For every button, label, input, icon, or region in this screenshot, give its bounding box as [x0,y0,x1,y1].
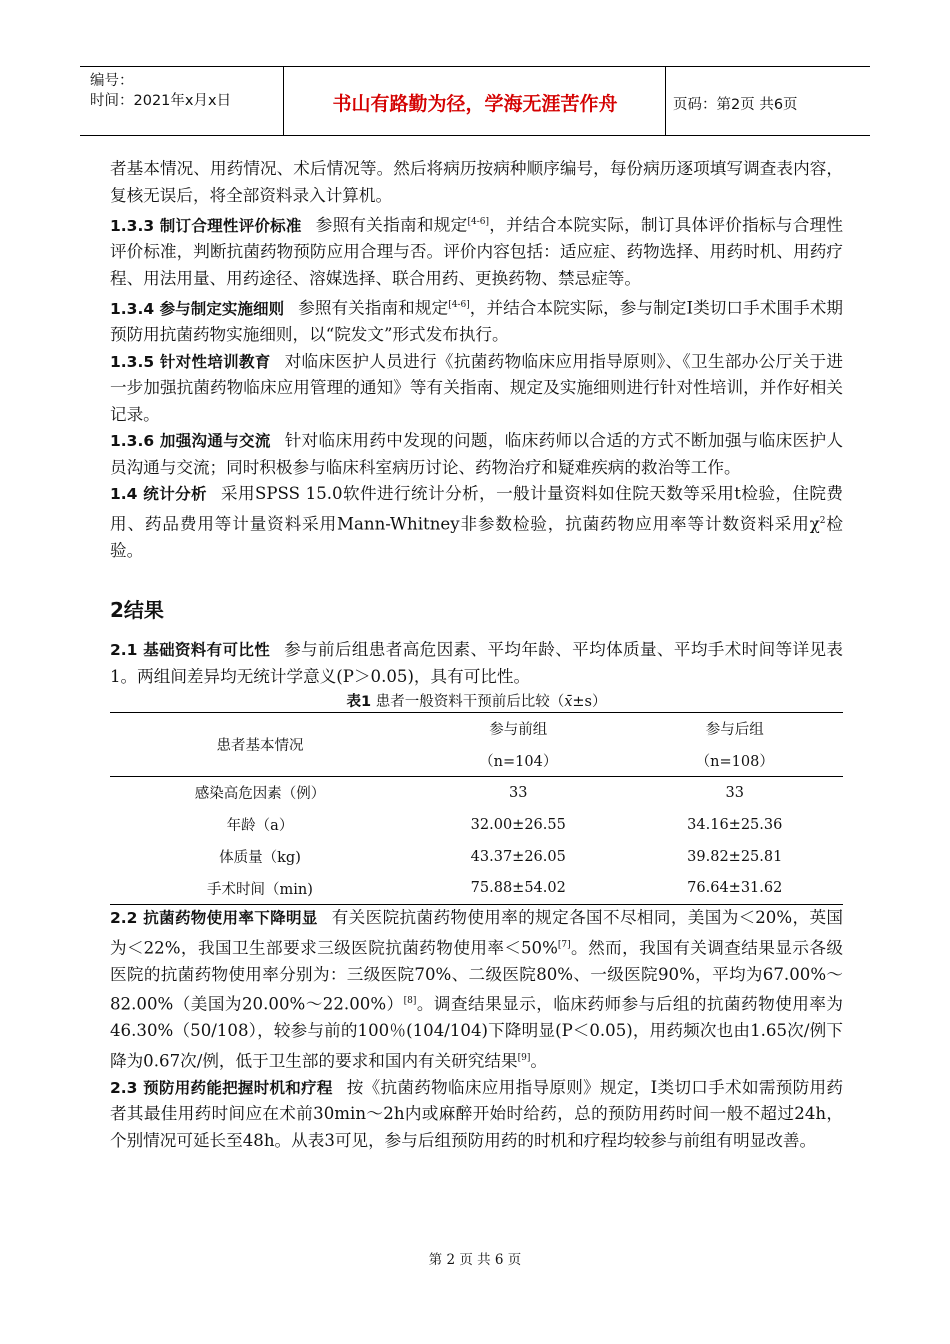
header-motto: 书山有路勤为径，学海无涯苦作舟 [332,93,618,115]
section-1-3-5: 1.3.5 针对性培训教育 对临床医护人员进行《抗菌药物临床应用指导原则》、《卫生部办公厅关于进一步加强抗菌药物临床应用管理的通知》等有关指南、规定及实施细则进行针对性培训，并作好相关记录。 [110,351,843,424]
table-header-left: 患者基本情况 [110,713,410,777]
section-1-3-3: 1.3.3 制订合理性评价标准 参照有关指南和规定[4-6]，并结合本院实际，制订具体评价指标与合理性评价标准，判断抗菌药物预防应用合理与否。评价内容包括：适应症、药物选择、用药时机、用药疗程、用法用量、用药途径、溶媒选择、联合用药、更换药物、禁忌症等。 [110,215,844,288]
header-divider-2 [665,67,666,135]
section-2-title: 2结果 [110,598,164,623]
number-label: 编号： [90,73,134,89]
table-header-after-n: （n=108） [627,745,844,777]
heading-2-3: 2.3 预防用药能把握时机和疗程 [110,1078,333,1097]
section-2-3: 2.3 预防用药能把握时机和疗程 按《抗菌药物临床应用指导原则》规定，Ⅰ类切口手术如需预防用药者其最佳用药时间应在术前30min～2h内或麻醉开始时给药，总的预防用药时间一般不超过24h，个别情况可延长至48h。从表3可见，参与后组预防用药的时机和疗程均较参与前组有明显改善。 [110,1077,843,1150]
document-body [110,156,843,1154]
table-caption: 表1 患者一般资料干预前后比较（x̄±s） [346,694,607,711]
section-1-3-6: 1.3.6 加强沟通与交流 针对临床用药中发现的问题，临床药师以合适的方式不断加强与临床医护人员沟通与交流；同时积极参与临床科室病历讨论、药物治疗和疑难疾病的救治等工作。 [110,431,843,477]
heading-1-3-4: 1.3.4 参与制定实施细则 [110,299,285,318]
citation: [4-6] [448,300,470,311]
page-footer: 第 2 页 共 6 页 [428,1252,522,1268]
table-row: 体质量（kg) 43.37±26.05 39.82±25.81 [219,848,783,867]
citation: [4-6] [467,217,489,227]
heading-1-3-5: 1.3.5 针对性培训教育 [110,352,271,371]
page-header [80,66,870,136]
paragraph-continued: 者基本情况、用药情况、术后情况等。然后将病历按病种顺序编号，每份病历逐项填写调查表内容，复核无误后，将全部资料录入计算机。 [110,159,843,205]
table-row: 感染高危因素（例） 33 33 [194,784,744,803]
header-meta [90,71,231,111]
table-row: 年龄（a） 32.00±26.55 34.16±25.36 [226,816,783,835]
section-1-3-4: 1.3.4 参与制定实施细则 参照有关指南和规定[4-6]，并结合本院实际，参与制定Ⅰ类切口手术围手术期预防用抗菌药物实施细则，以“院发文”形式发布执行。 [110,298,843,345]
section-2-2: 2.2 抗菌药物使用率下降明显 有关医院抗菌药物使用率的规定各国不尽相同，美国为＜20%，英国为＜22%，我国卫生部要求三级医院抗菌药物使用率＜50%[7]。然而，我国有关调查结果显示各级医院的抗菌药物使用率分别为：三级医院70%、二级医院80%、一级医院90%，平均为67.00%～82.00%（美国为20.00%～22.00%）[8]。调查结果显示，临床药师参与后组的抗菌药物使用率为46.30%（50/108），较参与前的100％(104/104)下降明显(P＜0.05)，用药频次也由1.65次/例下降为0.67次/例，低于卫生部的要求和国内有关研究结果[9]。 [110,908,844,1071]
table-header-after: 参与后组 [627,713,844,745]
table-header-before: 参与前组 [410,713,627,745]
section-2-1: 2.1 基础资料有可比性 参与前后组患者高危因素、平均年龄、平均体质量、平均手术时间等详见表1。两组间差异均无统计学意义(P＞0.05)，具有可比性。 [110,640,844,686]
heading-2-2: 2.2 抗菌药物使用率下降明显 [110,909,318,928]
heading-2-1: 2.1 基础资料有可比性 [110,641,271,660]
time-label: 时间：2021年x月x日 [90,93,232,109]
table-header-before-n: （n=104） [410,745,627,777]
patient-data-table [110,712,843,905]
heading-1-3-6: 1.3.6 加强沟通与交流 [110,432,271,451]
table-header-row [110,713,843,745]
header-page-code: 页码：第2页 共6页 [673,97,798,113]
heading-1-4: 1.4 统计分析 [110,485,207,504]
heading-1-3-3: 1.3.3 制订合理性评价标准 [110,216,302,235]
table-row: 手术时间（min) 75.88±54.02 76.64±31.62 [110,873,843,905]
header-divider-1 [283,67,284,135]
section-1-4: 1.4 统计分析 采用SPSS 15.0软件进行统计分析，一般计量资料如住院天数等采用t检验，住院费用、药品费用等计量资料采用Mann-Whitney非参数检验，抗菌药物应用率等计数资料采用$\chi^2$检验。 [110,484,843,560]
